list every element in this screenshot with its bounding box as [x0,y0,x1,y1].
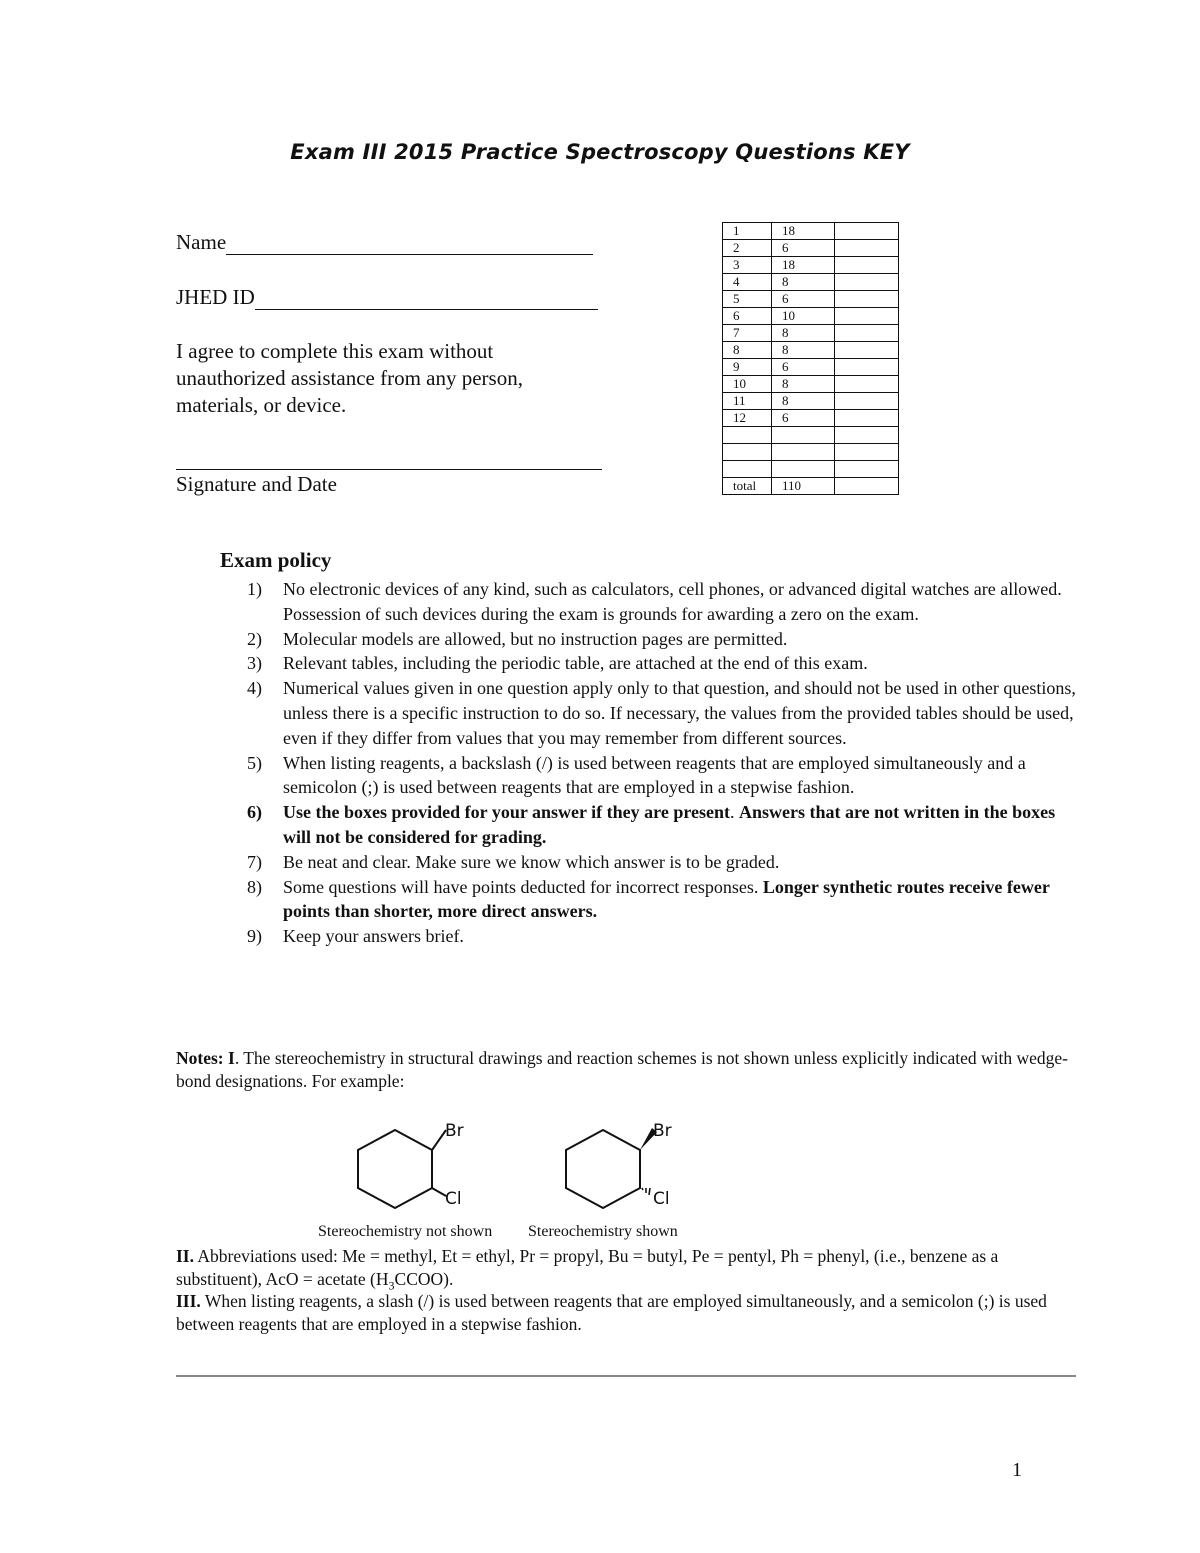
points-cell [772,427,835,444]
score-row [723,461,899,478]
bond-br [432,1130,446,1150]
question-number-cell: 7 [723,325,772,342]
score-row [723,240,899,257]
policy-item-1 [0,577,1200,627]
question-number-cell: 5 [723,291,772,308]
structure-with-stereo [566,1130,640,1208]
policy-text: Molecular models are allowed, but no instruction pages are permitted. [283,628,788,649]
question-number-cell: total [723,478,772,495]
policy-plain-text: . [730,802,739,823]
note-3-text: When listing reagents, a slash (/) is used between reagents that are employed simultaneously, and a semicolon (;) is used between reagents that are employed in a stepwise fashion. [176,1291,1047,1334]
score-entry-cell[interactable] [835,410,899,427]
score-entry-cell[interactable] [835,240,899,257]
points-cell: 8 [772,325,835,342]
points-cell: 8 [772,274,835,291]
policy-text: Relevant tables, including the periodic table, are attached at the end of this exam. [283,653,868,674]
points-cell [772,461,835,478]
score-entry-cell[interactable] [835,444,899,461]
policy-list [0,577,1200,949]
score-row [723,291,899,308]
jhed-underline[interactable] [255,289,598,310]
jhed-label: JHED ID [176,285,255,309]
policy-plain-text: Some questions will have points deducted for incorrect responses. [283,876,763,897]
note-1-text: . The stereochemistry in structural drawings and reaction schemes is not shown unless explicitly indicated with wedge-bond designations. For example: [176,1048,1068,1091]
note-2-text: Abbreviations used: Me = methyl, Et = ethyl, Pr = propyl, Bu = butyl, Pe = pentyl, Ph = phenyl, (i.e., benzene as a substituent), AcO = acetate (H [176,1246,999,1289]
policy-number: 7) [247,851,262,872]
note-2 [176,1245,1081,1297]
note-2-text-end: CCOO). [394,1268,454,1289]
structure-no-stereo [358,1130,446,1208]
policy-item-8 [0,875,1200,925]
name-label: Name [176,230,227,254]
note-3-label: III. [176,1291,201,1311]
score-entry-cell[interactable] [835,257,899,274]
question-number-cell: 9 [723,359,772,376]
score-row [723,393,899,410]
jhed-field[interactable] [176,285,598,310]
question-number-cell: 6 [723,308,772,325]
score-entry-cell[interactable] [835,274,899,291]
note-2-subscript: 3 [388,1278,395,1292]
stereochemistry-figure [300,1110,760,1240]
points-cell: 18 [772,223,835,240]
label-cl: Cl [445,1189,462,1209]
caption-not-shown: Stereochemistry not shown [318,1223,493,1240]
policy-number: 3) [247,653,262,674]
agreement-text: I agree to complete this exam without unauthorized assistance from any person, materials, or device. [176,339,523,417]
policy-number: 6) [247,802,262,823]
question-number-cell: 10 [723,376,772,393]
score-entry-cell[interactable] [835,223,899,240]
policy-text: When listing reagents, a backslash (/) is used between reagents that are employed simultaneously and a semicolon (;) is used between reagents that are employed in a stepwise fashion. [283,752,1026,798]
points-cell: 6 [772,291,835,308]
label-cl: Cl [653,1189,670,1209]
hash-bond-cl [642,1188,650,1195]
points-cell: 8 [772,376,835,393]
footer-divider [176,1375,1076,1377]
score-row [723,444,899,461]
question-number-cell: 8 [723,342,772,359]
question-number-cell: 11 [723,393,772,410]
label-br: Br [653,1121,672,1141]
score-entry-cell[interactable] [835,342,899,359]
points-cell: 8 [772,342,835,359]
score-entry-cell[interactable] [835,359,899,376]
points-cell: 8 [772,393,835,410]
score-row [723,410,899,427]
score-row [723,478,899,495]
policy-bold-text: Longer synthetic routes receive fewer points than shorter, more direct answers. [283,876,1050,922]
question-number-cell: 3 [723,257,772,274]
question-number-cell: 4 [723,274,772,291]
question-number-cell [723,444,772,461]
score-entry-cell[interactable] [835,291,899,308]
score-entry-cell[interactable] [835,376,899,393]
notes-label: Notes: I [176,1048,235,1068]
score-row [723,342,899,359]
score-row [723,257,899,274]
score-row [723,308,899,325]
score-entry-cell[interactable] [835,325,899,342]
caption-shown: Stereochemistry shown [528,1223,678,1240]
policy-text: Keep your answers brief. [283,926,464,947]
score-row [723,376,899,393]
score-row [723,274,899,291]
points-cell: 6 [772,240,835,257]
points-cell: 6 [772,359,835,376]
score-entry-cell[interactable] [835,478,899,495]
policy-number: 9) [247,926,262,947]
policy-text: Numerical values given in one question apply only to that question, and should not be used in other questions, unless there is a specific instruction to do so. If necessary, the values from the provided tables should be used, even if they differ from values that you may remember from different sources. [283,678,1076,748]
points-cell: 18 [772,257,835,274]
points-cell: 10 [772,308,835,325]
policy-number: 1) [247,579,262,599]
note-2-label: II. [176,1246,194,1266]
score-row [723,223,899,240]
policy-item-3 [0,651,1200,676]
cyclohexane-ring [358,1130,432,1208]
score-row [723,427,899,444]
points-cell: 110 [772,478,835,495]
policy-item-6 [0,800,1200,850]
note-3 [176,1290,1081,1335]
policy-text: No electronic devices of any kind, such as calculators, cell phones, or advanced digital watches are allowed. Possession of such devices during the exam is grounds for awarding a zero on the exam. [283,579,1062,624]
score-table [722,222,899,495]
policy-item-7 [0,850,1200,875]
signature-label: Signature and Date [176,472,337,496]
policy-text [283,800,1083,850]
signature-line[interactable] [176,469,602,470]
policy-bold-text: Use the boxes provided for your answer if they are present [283,802,730,823]
score-entry-cell[interactable] [835,393,899,410]
label-br: Br [445,1121,464,1141]
score-entry-cell[interactable] [835,308,899,325]
question-number-cell: 12 [723,410,772,427]
policy-item-2 [0,627,1200,652]
policy-item-9 [0,924,1200,949]
policy-number: 8) [247,876,262,897]
name-underline[interactable] [226,234,593,255]
policy-item-4 [0,676,1200,750]
points-cell [772,444,835,461]
score-row [723,325,899,342]
cyclohexane-ring [566,1130,640,1208]
page-number: 1 [1012,1459,1022,1481]
policy-text: Be neat and clear. Make sure we know which answer is to be graded. [283,851,780,872]
score-entry-cell[interactable] [835,427,899,444]
points-cell: 6 [772,410,835,427]
score-row [723,359,899,376]
question-number-cell: 2 [723,240,772,257]
page-title: Exam III 2015 Practice Spectroscopy Questions KEY [290,140,910,164]
policy-item-5 [0,751,1200,801]
question-number-cell [723,461,772,478]
policy-text [283,875,1083,925]
policy-number: 2) [247,628,262,649]
policy-heading: Exam policy [220,548,332,572]
policy-number: 4) [247,678,262,699]
policy-bold-text: Answers that are not written in the boxes will not be considered for grading. [283,802,1056,847]
policy-number: 5) [247,752,262,773]
name-field[interactable] [176,230,593,255]
question-number-cell [723,427,772,444]
question-number-cell: 1 [723,223,772,240]
bond-cl [432,1188,446,1196]
score-entry-cell[interactable] [835,461,899,478]
note-1 [176,1047,1081,1092]
